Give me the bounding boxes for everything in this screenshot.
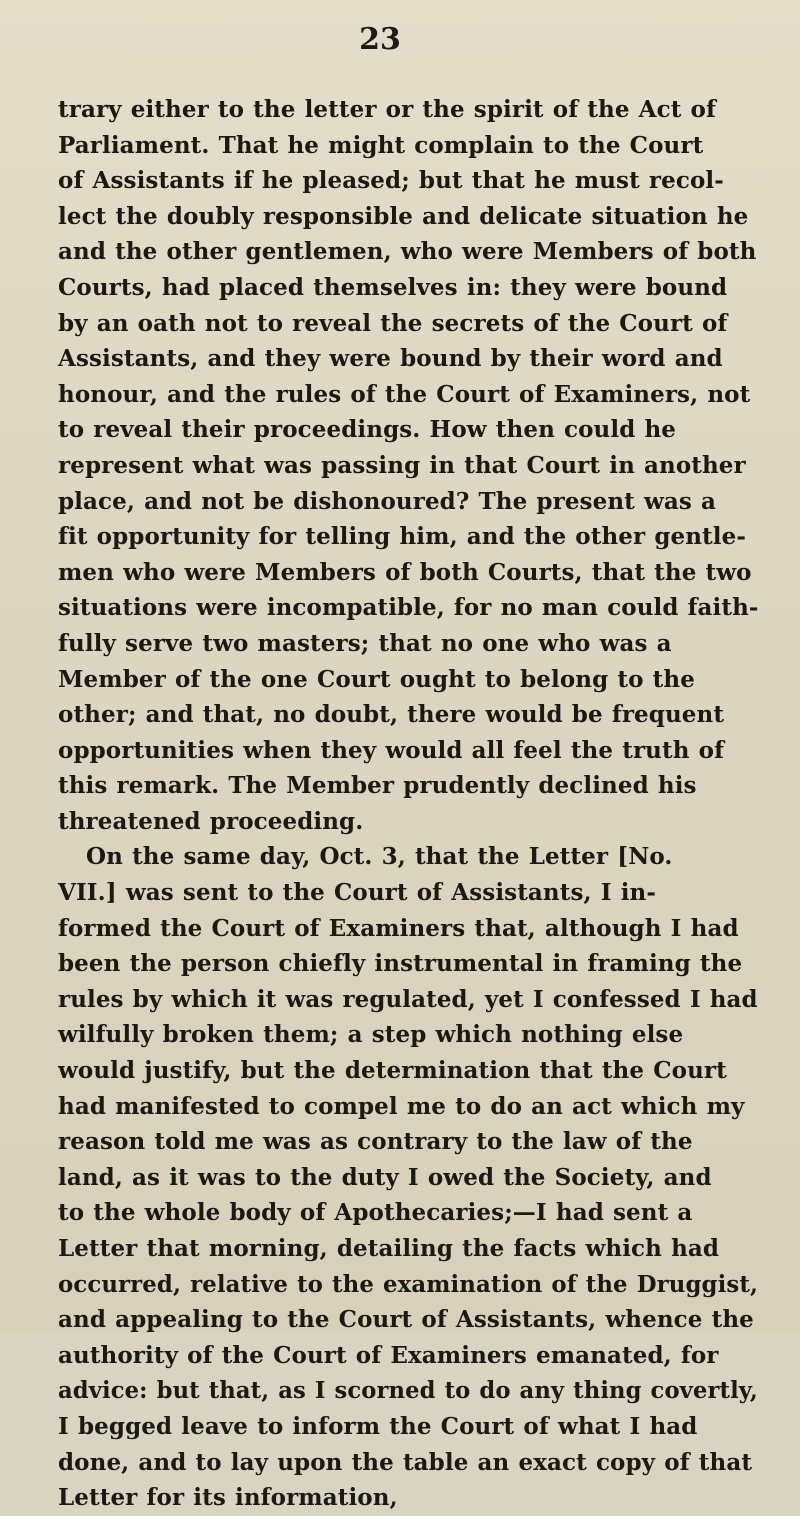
text-line: honour, and the rules of the Court of Examiners, not (58, 380, 751, 408)
text-line: Member of the one Court ought to belong to the (58, 665, 695, 693)
text-line: other; and that, no doubt, there would be frequent (58, 701, 725, 729)
text-line: situations were incompatible, for no man could faith- (58, 594, 759, 622)
text-line: place, and not be dishonoured? The present was a (58, 487, 717, 515)
text-line: occurred, relative to the examination of the Druggist, (58, 1270, 759, 1298)
text-line: to the whole body of Apothecaries;—I had sent a (58, 1199, 693, 1227)
text-line: advice: but that, as I scorned to do any thing covertly, (58, 1377, 758, 1405)
text-line: authority of the Court of Examiners emanated, for (58, 1341, 719, 1369)
text-line: this remark. The Member prudently declined his (58, 772, 697, 800)
text-line: fully serve two masters; that no one who was a (58, 629, 672, 657)
text-line: would justify, but the determination that the Court (58, 1057, 727, 1085)
text-line: by an oath not to reveal the secrets of the Court of (58, 309, 728, 337)
text-line: to reveal their proceedings. How then could he (58, 416, 677, 444)
text-line: opportunities when they would all feel the truth of (58, 736, 725, 764)
paragraph-start-line: On the same day, Oct. 3, that the Letter [No. (86, 843, 673, 871)
text-line: lect the doubly responsible and delicate situation he (58, 202, 749, 230)
page-number: 23 (359, 22, 401, 57)
text-line: Parliament. That he might complain to the Court (58, 131, 704, 159)
text-line: men who were Members of both Courts, that the two (58, 558, 752, 586)
text-line: done, and to lay upon the table an exact copy of that (58, 1448, 753, 1476)
text-line: trary either to the letter or the spirit of the Act of (58, 96, 716, 123)
text-line: land, as it was to the duty I owed the Society, and (58, 1163, 712, 1191)
text-line: Letter for its information, (58, 1484, 398, 1512)
text-line: had manifested to compel me to do an act which my (58, 1092, 745, 1120)
text-line: rules by which it was regulated, yet I confessed I had (58, 985, 758, 1013)
text-line: been the person chiefly instrumental in framing the (58, 950, 743, 978)
text-line: Courts, had placed themselves in: they were bound (58, 273, 728, 301)
text-line: fit opportunity for telling him, and the other gentle- (58, 523, 747, 551)
text-line: and the other gentlemen, who were Members of both (58, 238, 757, 266)
text-line: VII.] was sent to the Court of Assistants, I in- (58, 879, 657, 907)
text-line: Assistants, and they were bound by their word and (58, 345, 723, 373)
text-line: I begged leave to inform the Court of what I had (58, 1412, 698, 1440)
body-text (58, 92, 758, 1516)
text-line: threatened proceeding. (58, 807, 364, 835)
text-line: formed the Court of Examiners that, although I had (58, 914, 739, 942)
text-line: wilfully broken them; a step which nothing else (58, 1021, 684, 1049)
text-line: represent what was passing in that Court in another (58, 451, 746, 479)
text-line: and appealing to the Court of Assistants, whence the (58, 1306, 754, 1334)
text-line: of Assistants if he pleased; but that he must recol- (58, 167, 724, 195)
text-line: Letter that morning, detailing the facts which had (58, 1235, 720, 1262)
text-line: reason told me was as contrary to the law of the (58, 1128, 693, 1156)
